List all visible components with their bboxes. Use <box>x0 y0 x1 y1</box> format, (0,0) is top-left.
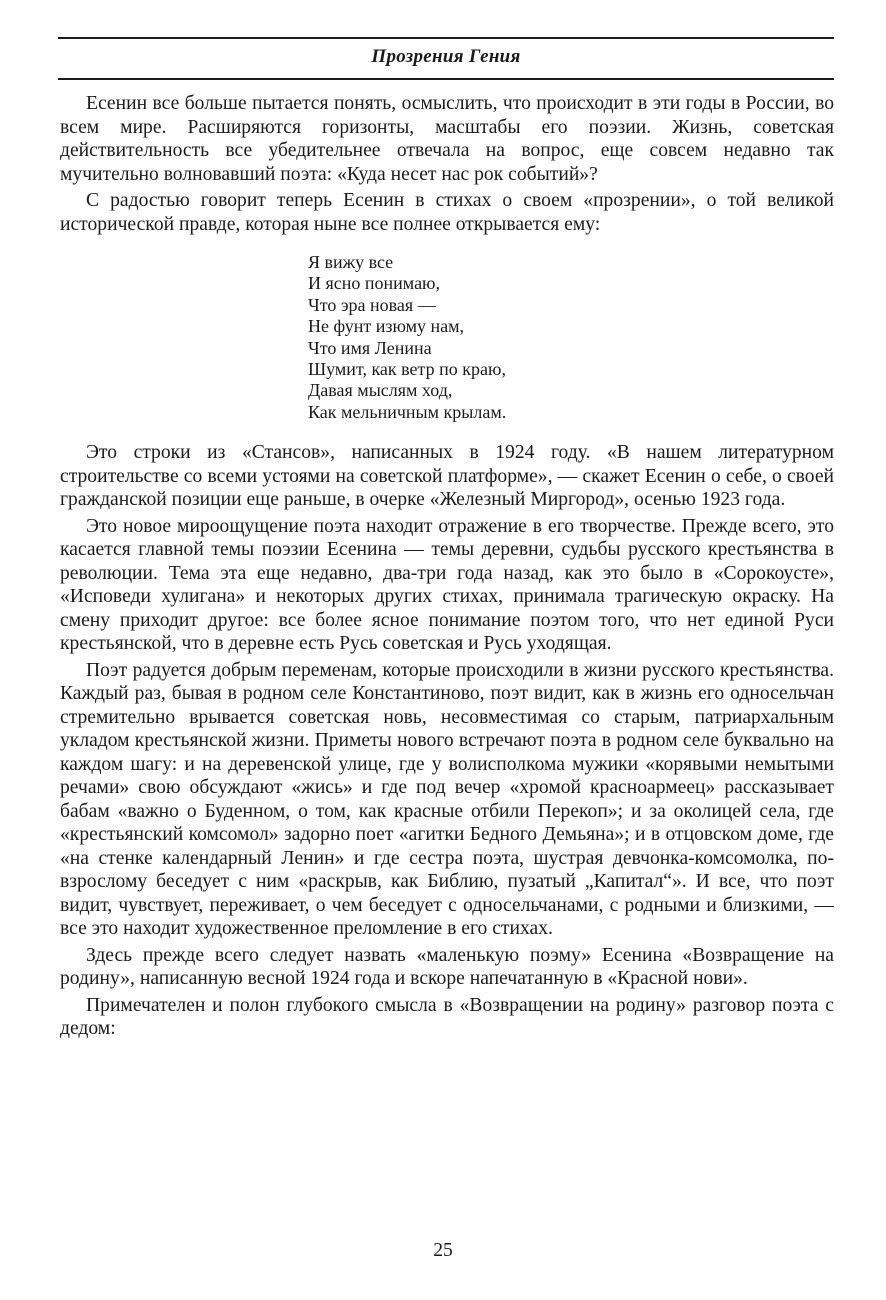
page-body <box>60 92 834 1041</box>
paragraph: Поэт радуется добрым переменам, которые происходили в жизни русского крестьянства. Каждый раз, бывая в родном селе Константиново, поэт видит, как в жизнь его односельчан стремительно врывается советская новь, несовместимая со старым, патриархальным укладом крестьянской жизни. Приметы нового встречают поэта в родном селе буквально на каждом шагу: и на деревенской улице, где у волисполкома мужики «корявыми немытыми речами» свою обсуждают «жись» и где под вечер «хромой красноармеец» рассказывает бабам «важно о Буденном, о том, как красные отбили Перекоп»; и за околицей села, где «крестьянский комсомол» задорно поет «агитки Бедного Демьяна»; и в отцовском доме, где «на стенке календарный Ленин» и где сестра поэта, шустрая девчонка-комсомолка, по-взрослому беседует с ним «раскрыв, как Библию, пузатый „Капитал“». И все, что поэт видит, чувствует, переживает, о чем беседует с односельчанами, с родными и близкими, — все это находит художественное преломление в его стихах. <box>60 659 834 940</box>
verse-line: И ясно понимаю, <box>308 273 441 294</box>
running-title: Прозрения Гения <box>371 46 521 67</box>
paragraph: С радостью говорит теперь Есенин в стихах о своем «прозрении», о той великой исторической правде, которая ныне все полнее открывается ему: <box>60 190 834 235</box>
paragraph: Примечателен и полон глубокого смысла в «Возвращении на родину» разговор поэта с дедом: <box>60 994 834 1040</box>
paragraph: Это новое мироощущение поэта находит отражение в его творчестве. Прежде всего, это касается главной темы поэзии Есенина — темы деревни, судьбы русского крестьянства в революции. Тема эта еще недавно, два-три года назад, как это было в «Сорокоусте», «Исповеди хулигана» и некоторых других стихах, принимала трагическую окраску. На смену приходит другое: все более ясное понимание поэтом того, что нет единой Руси крестьянской, что в деревне есть Русь советская и Русь уходящая. <box>60 515 834 655</box>
paragraph: Это строки из «Стансов», написанных в 1924 году. «В нашем литературном строительстве со всеми устоями на советской платформе», — скажет Есенин о себе, о своей гражданской позиции еще раньше, в очерке «Железный Миргород», осенью 1923 года. <box>60 442 834 511</box>
paragraph: Есенин все больше пытается понять, осмыслить, что происходит в эти годы в России, во всем мире. Расширяются горизонты, масштабы его поэзии. Жизнь, советская действительность все убедительнее отвечала на вопрос, еще совсем недавно так мучительно волновавший поэта: «Куда несет нас рок событий»? <box>60 93 834 185</box>
verse-line: Давая мыслям ход, <box>308 380 453 401</box>
verse-line: Не фунт изюму нам, <box>308 316 465 337</box>
header-rule-top <box>58 37 834 39</box>
page-number: 25 <box>433 1240 453 1261</box>
verse-line: Я вижу все <box>308 252 394 272</box>
paragraph: Здесь прежде всего следует назвать «маленькую поэму» Есенина «Возвращение на родину», написанную весной 1924 года и вскоре напечатанную в «Красной нови». <box>60 944 834 990</box>
verse-line: Как мельничным крылам. <box>308 401 507 422</box>
verse-line: Что эра новая — <box>308 294 436 315</box>
verse-line: Что имя Ленина <box>308 337 432 358</box>
verse-line: Шумит, как ветр по краю, <box>308 359 506 380</box>
header-rule-bottom <box>58 78 834 80</box>
verse-quote <box>308 252 834 423</box>
